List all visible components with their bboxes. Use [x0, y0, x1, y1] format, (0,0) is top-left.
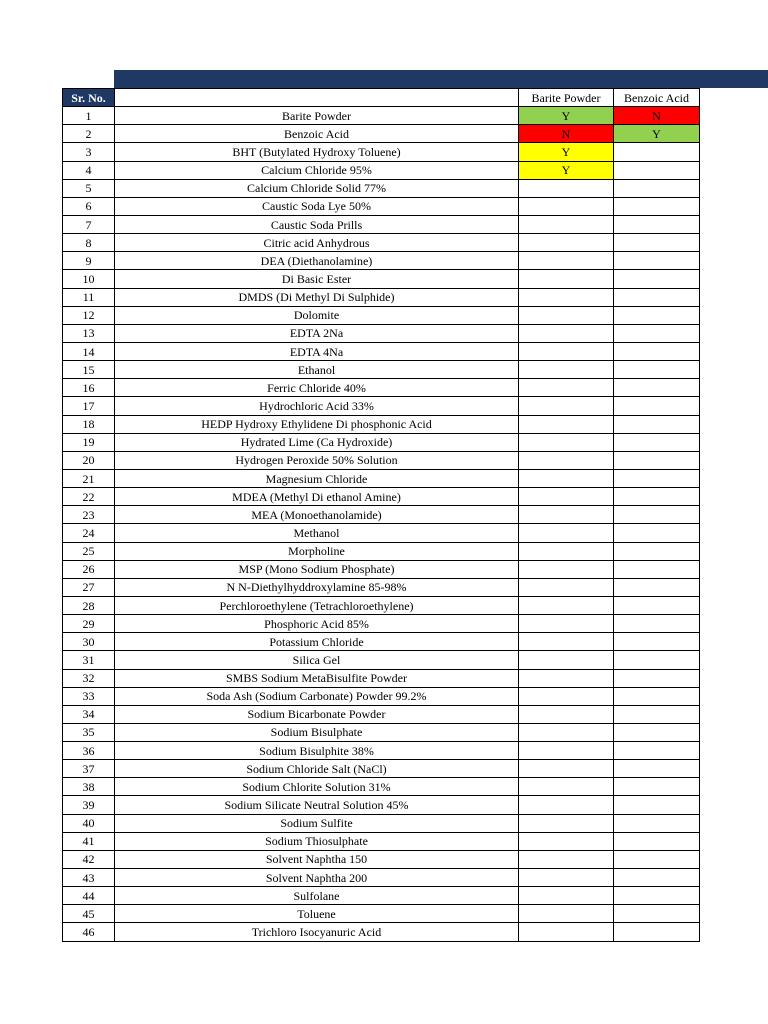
- barite-powder-cell: [519, 433, 614, 451]
- chemical-name-cell: Silica Gel: [115, 651, 519, 669]
- table-row: [63, 433, 700, 451]
- chemical-name-cell: N N-Diethylhyddroxylamine 85-98%: [115, 578, 519, 596]
- table-row: [63, 796, 700, 814]
- barite-powder-cell: [519, 869, 614, 887]
- table-row: [63, 288, 700, 306]
- sr-no-cell: 39: [63, 796, 115, 814]
- chemical-name-cell: Calcium Chloride 95%: [115, 161, 519, 179]
- compatibility-table: [62, 88, 700, 942]
- benzoic-acid-cell: [614, 306, 700, 324]
- table-row: [63, 923, 700, 941]
- barite-powder-cell: [519, 723, 614, 741]
- benzoic-acid-cell: [614, 723, 700, 741]
- sr-no-cell: 19: [63, 433, 115, 451]
- table-row: [63, 415, 700, 433]
- table-row: [63, 179, 700, 197]
- sr-no-cell: 13: [63, 324, 115, 342]
- table-row: [63, 306, 700, 324]
- table-row: [63, 905, 700, 923]
- benzoic-acid-cell: [614, 651, 700, 669]
- sr-no-cell: 33: [63, 687, 115, 705]
- table-body: [63, 89, 700, 942]
- table-row: [63, 506, 700, 524]
- benzoic-acid-cell: [614, 560, 700, 578]
- sr-no-cell: 1: [63, 107, 115, 125]
- chemical-name-cell: EDTA 4Na: [115, 342, 519, 360]
- sr-no-cell: 41: [63, 832, 115, 850]
- sr-no-cell: 12: [63, 306, 115, 324]
- column-header-barite-powder: Barite Powder: [519, 89, 614, 107]
- chemical-name-cell: MDEA (Methyl Di ethanol Amine): [115, 488, 519, 506]
- sr-no-cell: 30: [63, 633, 115, 651]
- chemical-name-cell: Ferric Chloride 40%: [115, 379, 519, 397]
- chemical-name-cell: Sodium Bisulphate: [115, 723, 519, 741]
- name-header: [115, 89, 519, 107]
- chemical-name-cell: Hydrochloric Acid 33%: [115, 397, 519, 415]
- title-band: [114, 70, 768, 88]
- table-row: [63, 723, 700, 741]
- barite-powder-cell: [519, 796, 614, 814]
- chemical-name-cell: Soda Ash (Sodium Carbonate) Powder 99.2%: [115, 687, 519, 705]
- barite-powder-cell: [519, 542, 614, 560]
- chemical-name-cell: BHT (Butylated Hydroxy Toluene): [115, 143, 519, 161]
- barite-powder-cell: [519, 397, 614, 415]
- chemical-name-cell: Hydrated Lime (Ca Hydroxide): [115, 433, 519, 451]
- barite-powder-cell: [519, 887, 614, 905]
- sr-no-cell: 23: [63, 506, 115, 524]
- sr-no-cell: 5: [63, 179, 115, 197]
- benzoic-acid-cell: [614, 415, 700, 433]
- chemical-name-cell: Sodium Silicate Neutral Solution 45%: [115, 796, 519, 814]
- benzoic-acid-cell: [614, 524, 700, 542]
- barite-powder-cell: [519, 252, 614, 270]
- sr-no-cell: 37: [63, 760, 115, 778]
- barite-powder-cell: [519, 560, 614, 578]
- benzoic-acid-cell: [614, 869, 700, 887]
- barite-powder-cell: [519, 742, 614, 760]
- chemical-name-cell: Solvent Naphtha 200: [115, 869, 519, 887]
- barite-powder-cell: [519, 760, 614, 778]
- sr-no-cell: 11: [63, 288, 115, 306]
- benzoic-acid-cell: [614, 161, 700, 179]
- sr-no-cell: 2: [63, 125, 115, 143]
- barite-powder-cell: [519, 814, 614, 832]
- chemical-name-cell: Citric acid Anhydrous: [115, 234, 519, 252]
- table-row: [63, 361, 700, 379]
- benzoic-acid-cell: [614, 270, 700, 288]
- sr-no-cell: 45: [63, 905, 115, 923]
- barite-powder-cell: [519, 905, 614, 923]
- benzoic-acid-cell: [614, 506, 700, 524]
- sr-no-cell: 27: [63, 578, 115, 596]
- barite-powder-cell: [519, 524, 614, 542]
- chemical-name-cell: Potassium Chloride: [115, 633, 519, 651]
- table-row: [63, 869, 700, 887]
- sr-no-cell: 6: [63, 197, 115, 215]
- barite-powder-cell: [519, 596, 614, 614]
- sr-no-cell: 25: [63, 542, 115, 560]
- table-row: [63, 342, 700, 360]
- benzoic-acid-cell: [614, 887, 700, 905]
- chemical-name-cell: Perchloroethylene (Tetrachloroethylene): [115, 596, 519, 614]
- sr-no-cell: 42: [63, 850, 115, 868]
- chemical-name-cell: Methanol: [115, 524, 519, 542]
- barite-powder-cell: [519, 469, 614, 487]
- table-row: [63, 578, 700, 596]
- benzoic-acid-cell: [614, 361, 700, 379]
- chemical-name-cell: Ethanol: [115, 361, 519, 379]
- table-row: [63, 832, 700, 850]
- sr-no-header: Sr. No.: [63, 89, 115, 107]
- barite-powder-cell: [519, 506, 614, 524]
- benzoic-acid-cell: [614, 324, 700, 342]
- table-row: [63, 252, 700, 270]
- sr-no-cell: 8: [63, 234, 115, 252]
- benzoic-acid-cell: [614, 669, 700, 687]
- benzoic-acid-cell: [614, 596, 700, 614]
- chemical-name-cell: DEA (Diethanolamine): [115, 252, 519, 270]
- sr-no-cell: 35: [63, 723, 115, 741]
- benzoic-acid-cell: [614, 197, 700, 215]
- barite-powder-cell: [519, 669, 614, 687]
- chemical-name-cell: Magnesium Chloride: [115, 469, 519, 487]
- sr-no-cell: 44: [63, 887, 115, 905]
- chemical-name-cell: MSP (Mono Sodium Phosphate): [115, 560, 519, 578]
- chemical-name-cell: Calcium Chloride Solid 77%: [115, 179, 519, 197]
- sr-no-cell: 4: [63, 161, 115, 179]
- barite-powder-cell: [519, 379, 614, 397]
- chemical-name-cell: SMBS Sodium MetaBisulfite Powder: [115, 669, 519, 687]
- column-header-benzoic-acid: Benzoic Acid: [614, 89, 700, 107]
- benzoic-acid-cell: [614, 905, 700, 923]
- table-row: [63, 215, 700, 233]
- benzoic-acid-cell: [614, 633, 700, 651]
- table-row: [63, 778, 700, 796]
- barite-powder-cell: [519, 633, 614, 651]
- benzoic-acid-cell: [614, 796, 700, 814]
- barite-powder-cell: [519, 361, 614, 379]
- barite-powder-cell: [519, 705, 614, 723]
- barite-powder-cell: [519, 342, 614, 360]
- benzoic-acid-cell: [614, 742, 700, 760]
- chemical-name-cell: Caustic Soda Prills: [115, 215, 519, 233]
- table-row: [63, 760, 700, 778]
- barite-powder-cell: [519, 687, 614, 705]
- table-row: [63, 125, 700, 143]
- benzoic-acid-cell: [614, 488, 700, 506]
- table-row: [63, 451, 700, 469]
- chemical-name-cell: Hydrogen Peroxide 50% Solution: [115, 451, 519, 469]
- table-row: [63, 560, 700, 578]
- chemical-name-cell: Phosphoric Acid 85%: [115, 615, 519, 633]
- sr-no-cell: 32: [63, 669, 115, 687]
- sr-no-cell: 15: [63, 361, 115, 379]
- table-row: [63, 379, 700, 397]
- sr-no-cell: 7: [63, 215, 115, 233]
- sr-no-cell: 36: [63, 742, 115, 760]
- chemical-name-cell: MEA (Monoethanolamide): [115, 506, 519, 524]
- benzoic-acid-cell: [614, 143, 700, 161]
- benzoic-acid-cell: [614, 542, 700, 560]
- barite-powder-cell: [519, 488, 614, 506]
- barite-powder-cell: [519, 324, 614, 342]
- barite-powder-cell: Y: [519, 107, 614, 125]
- table-row: [63, 850, 700, 868]
- sr-no-cell: 20: [63, 451, 115, 469]
- chemical-name-cell: DMDS (Di Methyl Di Sulphide): [115, 288, 519, 306]
- table-row: [63, 651, 700, 669]
- sr-no-cell: 14: [63, 342, 115, 360]
- chemical-name-cell: Benzoic Acid: [115, 125, 519, 143]
- sr-no-cell: 22: [63, 488, 115, 506]
- table-row: [63, 615, 700, 633]
- barite-powder-cell: [519, 288, 614, 306]
- chemical-name-cell: Sodium Bicarbonate Powder: [115, 705, 519, 723]
- chemical-name-cell: Sodium Bisulphite 38%: [115, 742, 519, 760]
- table-row: [63, 234, 700, 252]
- table-row: [63, 742, 700, 760]
- chemical-name-cell: Sodium Chloride Salt (NaCl): [115, 760, 519, 778]
- benzoic-acid-cell: [614, 814, 700, 832]
- benzoic-acid-cell: [614, 578, 700, 596]
- chemical-name-cell: Toluene: [115, 905, 519, 923]
- barite-powder-cell: [519, 234, 614, 252]
- barite-powder-cell: [519, 179, 614, 197]
- benzoic-acid-cell: [614, 342, 700, 360]
- benzoic-acid-cell: [614, 234, 700, 252]
- benzoic-acid-cell: N: [614, 107, 700, 125]
- benzoic-acid-cell: [614, 451, 700, 469]
- benzoic-acid-cell: [614, 252, 700, 270]
- chemical-name-cell: Sodium Thiosulphate: [115, 832, 519, 850]
- table-row: [63, 397, 700, 415]
- table-row: [63, 469, 700, 487]
- table-row: [63, 687, 700, 705]
- barite-powder-cell: [519, 415, 614, 433]
- barite-powder-cell: [519, 578, 614, 596]
- benzoic-acid-cell: [614, 179, 700, 197]
- barite-powder-cell: [519, 451, 614, 469]
- benzoic-acid-cell: [614, 397, 700, 415]
- barite-powder-cell: [519, 306, 614, 324]
- table-row: [63, 524, 700, 542]
- sr-no-cell: 40: [63, 814, 115, 832]
- table-row: [63, 488, 700, 506]
- chemical-name-cell: Sodium Chlorite Solution 31%: [115, 778, 519, 796]
- chemical-name-cell: Morpholine: [115, 542, 519, 560]
- chemical-name-cell: EDTA 2Na: [115, 324, 519, 342]
- barite-powder-cell: [519, 651, 614, 669]
- sr-no-cell: 31: [63, 651, 115, 669]
- chemical-name-cell: HEDP Hydroxy Ethylidene Di phosphonic Acid: [115, 415, 519, 433]
- table-row: [63, 596, 700, 614]
- chemical-name-cell: Dolomite: [115, 306, 519, 324]
- table-row: [63, 161, 700, 179]
- chemical-name-cell: Sulfolane: [115, 887, 519, 905]
- sr-no-cell: 29: [63, 615, 115, 633]
- benzoic-acid-cell: [614, 778, 700, 796]
- benzoic-acid-cell: [614, 469, 700, 487]
- barite-powder-cell: N: [519, 125, 614, 143]
- table-row: [63, 107, 700, 125]
- sr-no-cell: 38: [63, 778, 115, 796]
- chemical-name-cell: Caustic Soda Lye 50%: [115, 197, 519, 215]
- barite-powder-cell: [519, 778, 614, 796]
- sr-no-cell: 46: [63, 923, 115, 941]
- barite-powder-cell: [519, 197, 614, 215]
- barite-powder-cell: Y: [519, 143, 614, 161]
- benzoic-acid-cell: [614, 215, 700, 233]
- table-row: [63, 633, 700, 651]
- chemical-name-cell: Trichloro Isocyanuric Acid: [115, 923, 519, 941]
- chemical-name-cell: Sodium Sulfite: [115, 814, 519, 832]
- benzoic-acid-cell: [614, 705, 700, 723]
- barite-powder-cell: [519, 850, 614, 868]
- table-row: [63, 887, 700, 905]
- sr-no-cell: 9: [63, 252, 115, 270]
- benzoic-acid-cell: [614, 832, 700, 850]
- chemical-name-cell: Solvent Naphtha 150: [115, 850, 519, 868]
- barite-powder-cell: [519, 923, 614, 941]
- barite-powder-cell: [519, 270, 614, 288]
- sr-no-cell: 34: [63, 705, 115, 723]
- sr-no-cell: 21: [63, 469, 115, 487]
- benzoic-acid-cell: [614, 615, 700, 633]
- benzoic-acid-cell: [614, 379, 700, 397]
- table-row: [63, 814, 700, 832]
- barite-powder-cell: Y: [519, 161, 614, 179]
- chemical-name-cell: Barite Powder: [115, 107, 519, 125]
- sr-no-cell: 43: [63, 869, 115, 887]
- table-row: [63, 143, 700, 161]
- benzoic-acid-cell: [614, 288, 700, 306]
- benzoic-acid-cell: [614, 687, 700, 705]
- benzoic-acid-cell: Y: [614, 125, 700, 143]
- table-row: [63, 270, 700, 288]
- barite-powder-cell: [519, 215, 614, 233]
- table-row: [63, 669, 700, 687]
- barite-powder-cell: [519, 615, 614, 633]
- sr-no-cell: 10: [63, 270, 115, 288]
- benzoic-acid-cell: [614, 433, 700, 451]
- benzoic-acid-cell: [614, 850, 700, 868]
- sr-no-cell: 16: [63, 379, 115, 397]
- table-row: [63, 197, 700, 215]
- sr-no-cell: 17: [63, 397, 115, 415]
- sr-no-cell: 3: [63, 143, 115, 161]
- chemical-name-cell: Di Basic Ester: [115, 270, 519, 288]
- sr-no-cell: 26: [63, 560, 115, 578]
- benzoic-acid-cell: [614, 923, 700, 941]
- table-row: [63, 324, 700, 342]
- barite-powder-cell: [519, 832, 614, 850]
- table-row: [63, 705, 700, 723]
- sr-no-cell: 24: [63, 524, 115, 542]
- sr-no-cell: 28: [63, 596, 115, 614]
- table-row: [63, 542, 700, 560]
- benzoic-acid-cell: [614, 760, 700, 778]
- sr-no-cell: 18: [63, 415, 115, 433]
- header-row: [63, 89, 700, 107]
